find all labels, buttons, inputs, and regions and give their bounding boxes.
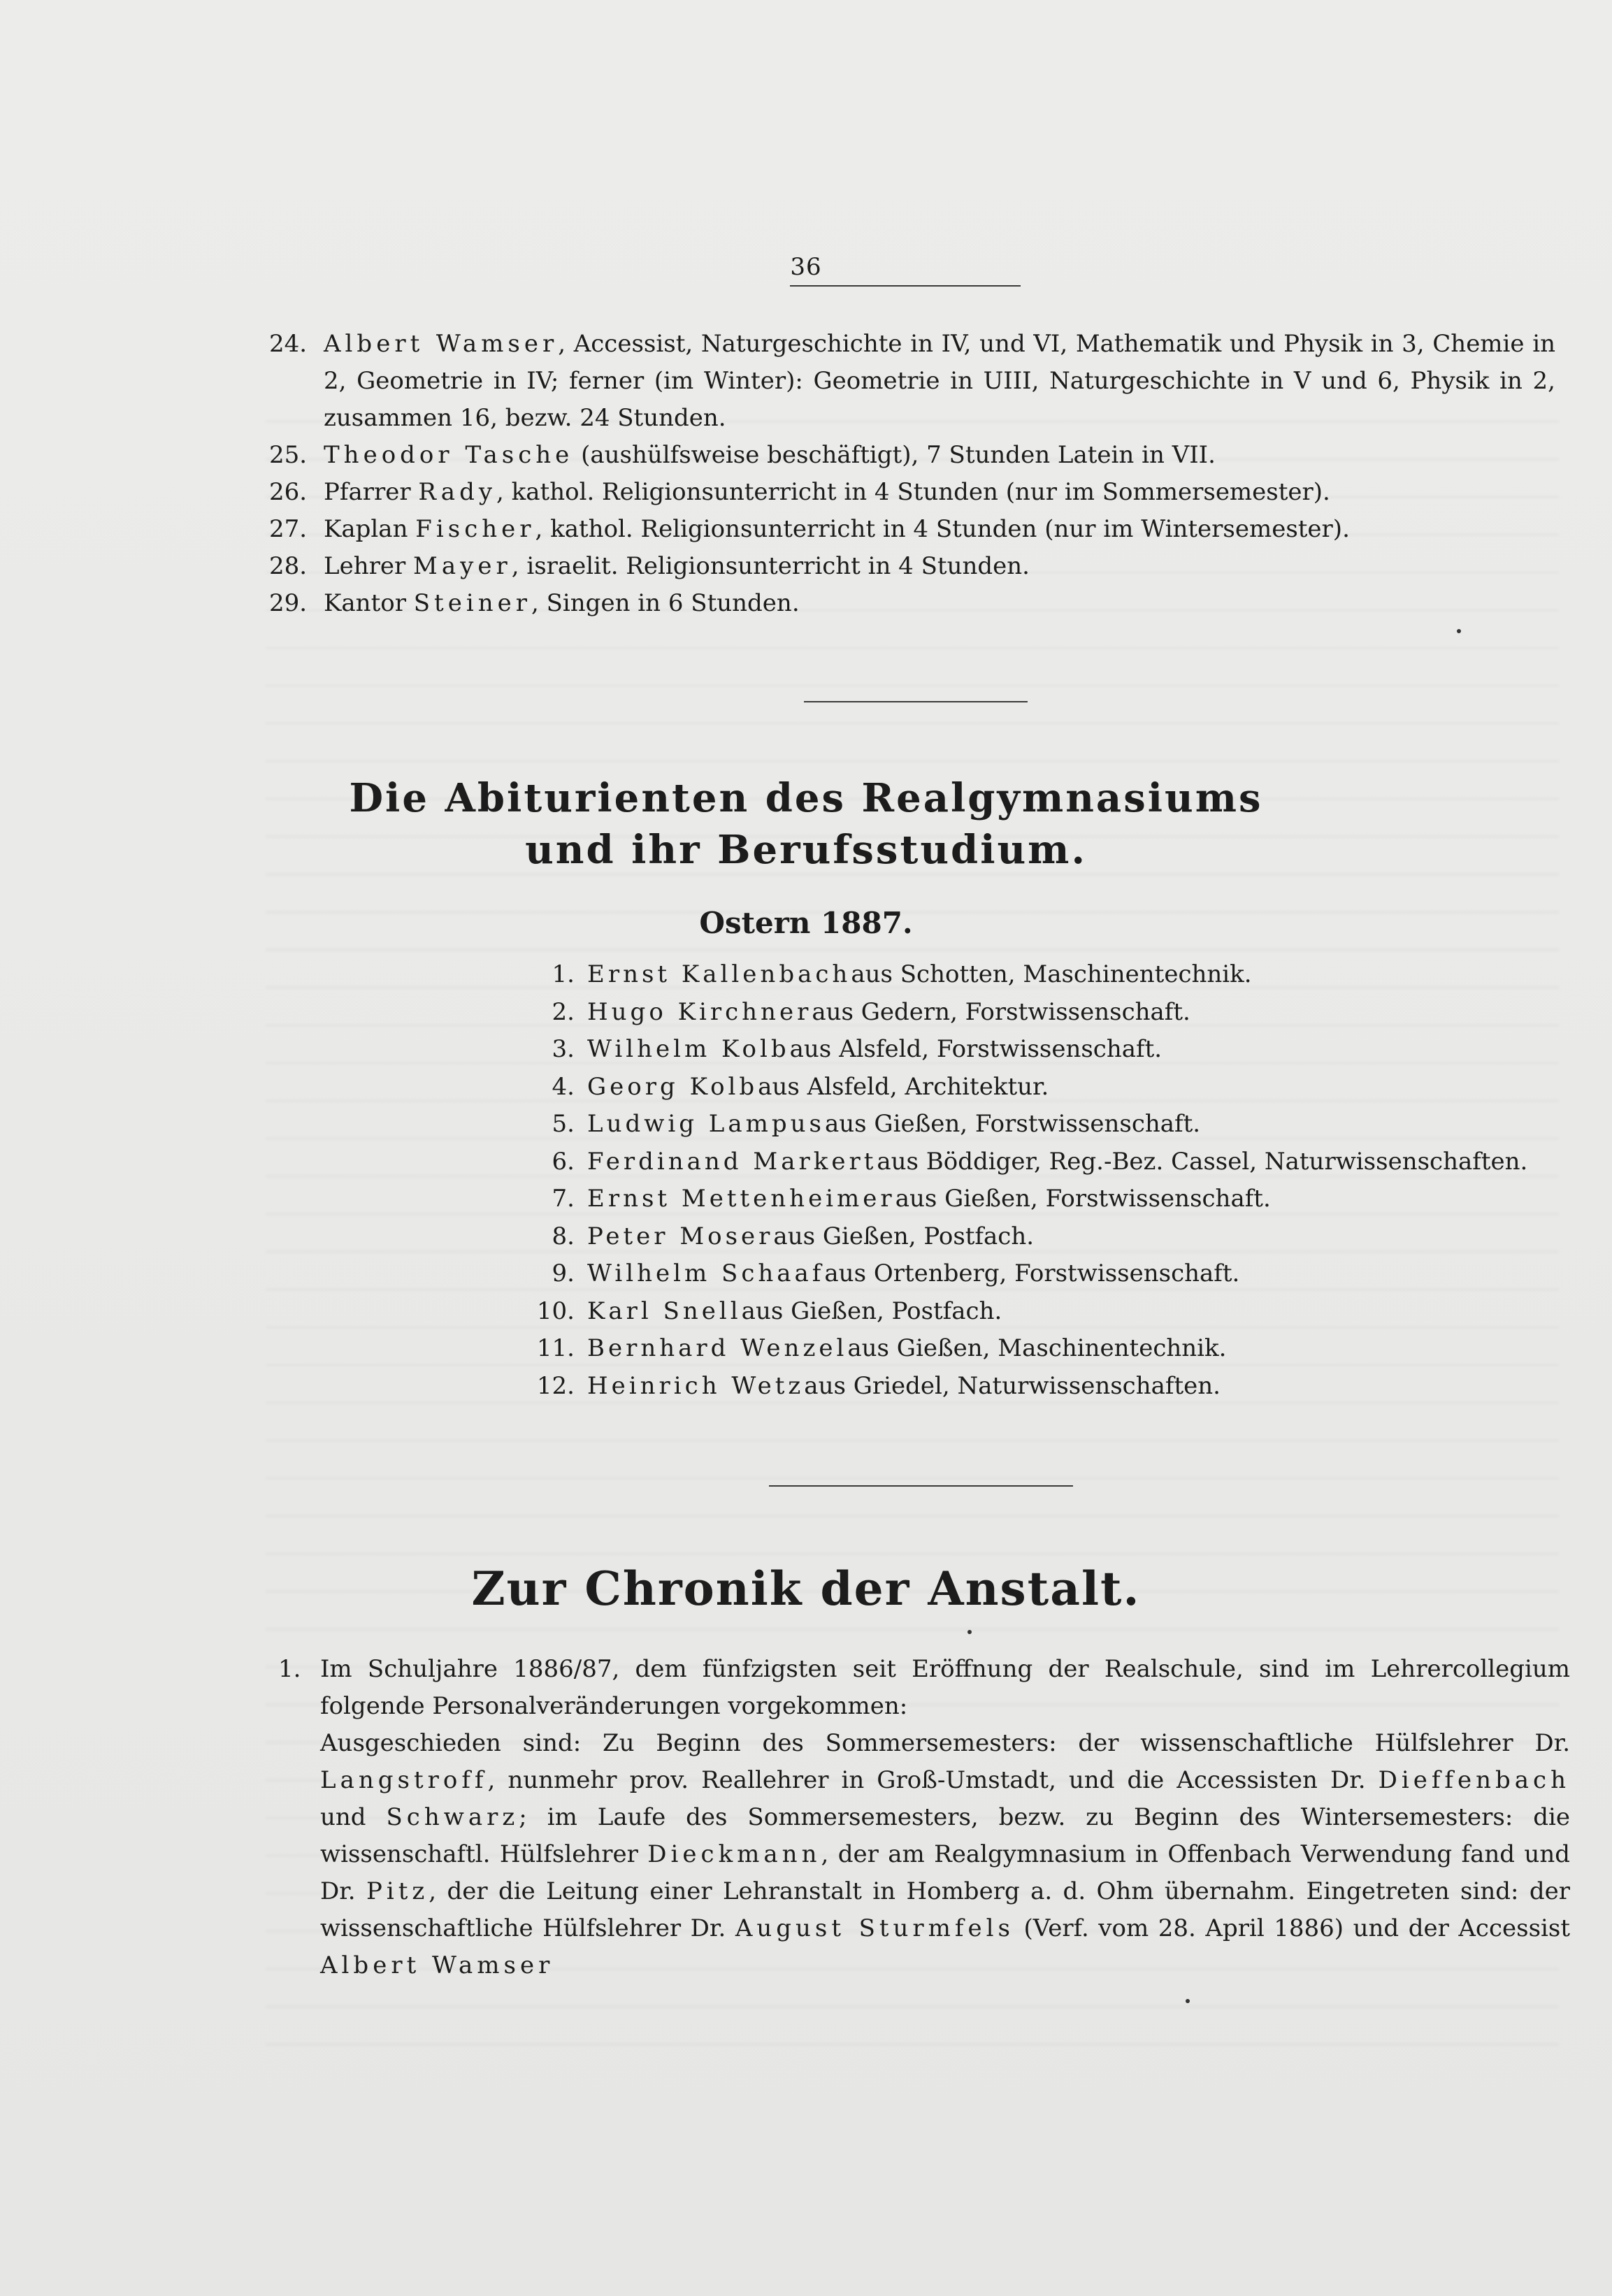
person-name: Langstroff bbox=[320, 1766, 488, 1794]
item-number: 12. bbox=[536, 1371, 575, 1400]
page-number: 36 bbox=[790, 253, 822, 281]
abiturienten-heading-line2: und ihr Berufsstudium. bbox=[525, 827, 1087, 873]
item-number: 1. bbox=[278, 1655, 301, 1683]
list-item bbox=[531, 1330, 1580, 1368]
chronik-text: und bbox=[320, 1803, 387, 1831]
teacher-details: , Accessist, Naturgeschichte in IV, und VI, Mathematik und Physik in 3, Chemie in 2, Geometrie in IV; ferner (im Winter): Geometrie in UIII, Naturgeschichte in V und 6, Physik in 2, zusammen 16, bezw. 24 Stunden. bbox=[324, 330, 1555, 432]
item-number: 4. bbox=[552, 1072, 575, 1101]
graduate-name: Ernst Kallenbach bbox=[587, 960, 851, 988]
item-text bbox=[324, 585, 1555, 622]
person-name: Schwarz bbox=[386, 1803, 519, 1831]
teacher-title: Kaplan bbox=[324, 515, 416, 543]
graduate-details: aus Gedern, Forstwissenschaft. bbox=[812, 997, 1190, 1026]
graduate-details: aus Alsfeld, Forstwissenschaft. bbox=[789, 1035, 1163, 1063]
list-item bbox=[531, 1031, 1580, 1069]
graduate-name: Bernhard Wenzel bbox=[587, 1334, 848, 1362]
list-item bbox=[269, 548, 1555, 585]
person-name: Pitz bbox=[366, 1877, 429, 1905]
section-divider bbox=[769, 1485, 1073, 1487]
graduate-details: aus Gießen, Postfach. bbox=[773, 1222, 1035, 1250]
teacher-name: Steiner bbox=[413, 589, 531, 617]
teacher-name: Mayer bbox=[413, 552, 512, 580]
chronik-item bbox=[278, 1651, 1570, 1984]
teacher-details: , kathol. Religionsunterricht in 4 Stunden (nur im Sommersemester). bbox=[496, 478, 1330, 506]
item-number: 5. bbox=[552, 1110, 575, 1138]
list-item bbox=[269, 474, 1555, 511]
graduate-name: Ferdinand Markert bbox=[587, 1147, 877, 1176]
graduate-details: aus Böddiger, Reg.-Bez. Cassel, Naturwissenschaften. bbox=[877, 1147, 1528, 1176]
person-name: August Sturmfels bbox=[735, 1914, 1014, 1942]
item-number: 29. bbox=[269, 589, 308, 617]
item-number: 7. bbox=[552, 1185, 575, 1213]
graduate-name: Ernst Mettenheimer bbox=[587, 1185, 895, 1213]
item-number: 9. bbox=[552, 1259, 575, 1287]
chronik-text: , der am Realgymnasium in Offenbach Verwendung fand und Dr. bbox=[320, 1840, 1570, 1905]
graduate-details: aus Gießen, Forstwissenschaft. bbox=[825, 1110, 1201, 1138]
chronik-paragraph bbox=[320, 1651, 1570, 1984]
item-text bbox=[324, 326, 1555, 437]
graduate-details: aus Gießen, Postfach. bbox=[741, 1297, 1002, 1325]
item-text bbox=[324, 511, 1555, 548]
teacher-name: Theodor Tasche bbox=[324, 441, 574, 469]
chronik-intro: Im Schuljahre 1886/87, dem fünfzigsten seit Eröffnung der Realschule, sind im Lehrercollegium folgende Personalveränderungen vorgekommen: bbox=[320, 1655, 1570, 1720]
chronik-text: Ausgeschieden sind: Zu Beginn des Sommersemesters: der wissenschaftliche Hülfslehrer Dr. bbox=[320, 1729, 1570, 1757]
graduate-name: Ludwig Lampus bbox=[587, 1110, 825, 1138]
teacher-title: Pfarrer bbox=[324, 478, 419, 506]
list-item bbox=[531, 994, 1580, 1032]
teacher-title: Lehrer bbox=[324, 552, 414, 580]
ink-speck bbox=[967, 1630, 972, 1634]
item-number: 11. bbox=[536, 1334, 575, 1362]
graduate-list bbox=[531, 956, 1580, 1405]
chronik-text: ; im Laufe des Sommersemesters, bezw. zu Beginn des Wintersemesters: die wissenschaftl. Hülfslehrer bbox=[320, 1803, 1570, 1868]
graduate-name: Heinrich Wetz bbox=[587, 1371, 805, 1400]
list-item bbox=[531, 1255, 1580, 1293]
item-text bbox=[324, 474, 1555, 511]
list-item bbox=[531, 1106, 1580, 1143]
chronik-heading: Zur Chronik der Anstalt. bbox=[471, 1561, 1141, 1616]
list-item bbox=[269, 511, 1555, 548]
teacher-name: Fischer bbox=[415, 515, 535, 543]
person-name: Dieckmann bbox=[647, 1840, 821, 1868]
item-number: 1. bbox=[552, 960, 575, 988]
teacher-name: Rady bbox=[418, 478, 497, 506]
teacher-details: , israelit. Religionsunterricht in 4 Stunden. bbox=[511, 552, 1030, 580]
teacher-details: , Singen in 6 Stunden. bbox=[531, 589, 800, 617]
person-name: Albert Wamser bbox=[320, 1951, 554, 1979]
list-item bbox=[269, 437, 1555, 474]
chronik-text: , der die Leitung einer Lehranstalt in Homberg a. d. Ohm übernahm. Eingetreten sind: der wissenschaftliche Hülfslehrer Dr. bbox=[320, 1877, 1570, 1942]
item-number: 8. bbox=[552, 1222, 575, 1250]
person-name: Dieffenbach bbox=[1378, 1766, 1570, 1794]
graduate-name: Peter Moser bbox=[587, 1222, 774, 1250]
chronik-body bbox=[320, 1725, 1570, 1984]
graduate-name: Hugo Kirchner bbox=[587, 997, 812, 1026]
graduate-details: aus Ortenberg, Forstwissenschaft. bbox=[824, 1259, 1240, 1287]
list-item bbox=[269, 326, 1555, 437]
teacher-name: Albert Wamser bbox=[324, 330, 559, 358]
graduate-name: Georg Kolb bbox=[587, 1072, 758, 1101]
abiturienten-heading: Die Abiturienten des Realgymnasiums bbox=[349, 775, 1263, 821]
graduate-details: aus Schotten, Maschinentechnik. bbox=[851, 960, 1252, 988]
graduate-name: Karl Snell bbox=[587, 1297, 742, 1325]
teacher-list bbox=[269, 326, 1555, 622]
item-number: 24. bbox=[269, 330, 308, 358]
list-item bbox=[531, 1218, 1580, 1256]
list-item bbox=[531, 1368, 1580, 1406]
list-item bbox=[531, 1293, 1580, 1331]
list-item bbox=[531, 1181, 1580, 1218]
list-item bbox=[531, 1069, 1580, 1106]
item-number: 2. bbox=[552, 997, 575, 1026]
chronik-text: , nunmehr prov. Reallehrer in Groß-Umstadt, und die Accessisten Dr. bbox=[487, 1766, 1379, 1794]
item-number: 6. bbox=[552, 1147, 575, 1176]
item-number: 27. bbox=[269, 515, 308, 543]
graduate-details: aus Gießen, Forstwissenschaft. bbox=[895, 1185, 1271, 1213]
chronik-text: (Verf. vom 28. April 1886) und der Accessist bbox=[1014, 1914, 1571, 1942]
teacher-details: , kathol. Religionsunterricht in 4 Stunden (nur im Wintersemester). bbox=[535, 515, 1350, 543]
abiturienten-subheading: Ostern 1887. bbox=[699, 906, 913, 940]
list-item bbox=[531, 1143, 1580, 1181]
ink-speck bbox=[1186, 1999, 1190, 2003]
graduate-name: Wilhelm Schaaf bbox=[587, 1259, 825, 1287]
graduate-name: Wilhelm Kolb bbox=[587, 1035, 790, 1063]
item-number: 28. bbox=[269, 552, 308, 580]
item-number: 25. bbox=[269, 441, 308, 469]
list-item bbox=[531, 956, 1580, 994]
section-divider bbox=[804, 701, 1028, 702]
item-number: 26. bbox=[269, 478, 308, 506]
graduate-details: aus Alsfeld, Architektur. bbox=[758, 1072, 1049, 1101]
teacher-details: (aushülfsweise beschäftigt), 7 Stunden Latein in VII. bbox=[573, 441, 1216, 469]
item-number: 10. bbox=[536, 1297, 575, 1325]
item-text bbox=[324, 548, 1555, 585]
graduate-details: aus Griedel, Naturwissenschaften. bbox=[804, 1371, 1221, 1400]
ink-speck bbox=[1457, 629, 1461, 633]
header-rule bbox=[790, 285, 1021, 287]
item-number: 3. bbox=[552, 1035, 575, 1063]
item-text bbox=[324, 437, 1555, 474]
list-item bbox=[269, 585, 1555, 622]
teacher-title: Kantor bbox=[324, 589, 414, 617]
graduate-details: aus Gießen, Maschinentechnik. bbox=[847, 1334, 1227, 1362]
